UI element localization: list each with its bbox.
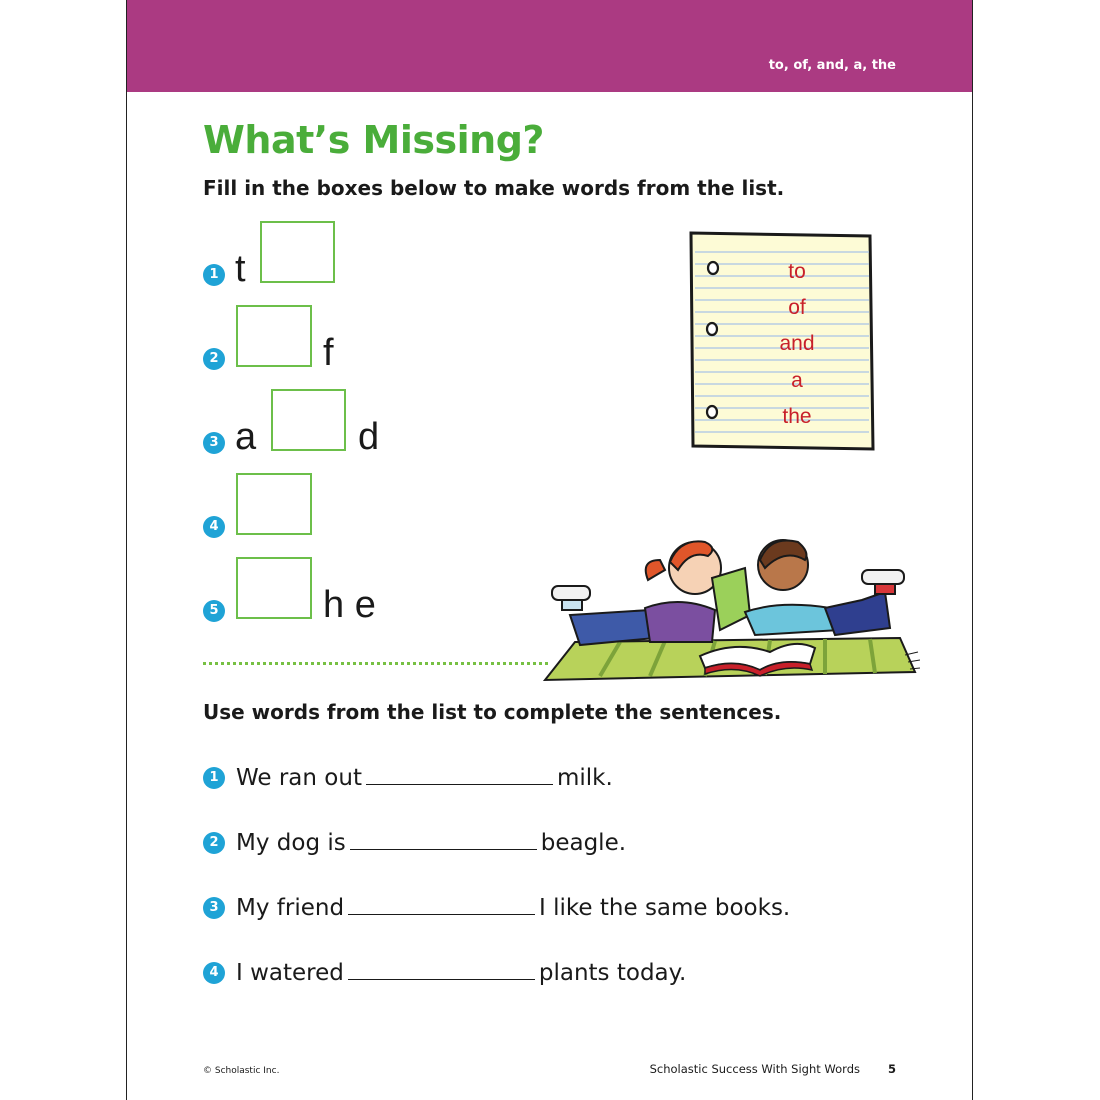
worksheet-page xyxy=(126,0,973,1100)
sentence-3-after: I like the same books. xyxy=(539,895,791,921)
item-1-letter-before: t xyxy=(235,248,246,290)
sentence-1-before: We ran out xyxy=(236,765,362,791)
sentence-4-before: I watered xyxy=(236,960,344,986)
sentence-4-after: plants today. xyxy=(538,960,687,986)
header-banner-fill xyxy=(127,0,972,92)
item-2-letter-after: f xyxy=(323,332,334,374)
item-4-answer-box[interactable] xyxy=(236,473,312,535)
footer-book-info xyxy=(650,1062,896,1076)
page-number: 5 xyxy=(887,1062,896,1076)
item-1-answer-box[interactable] xyxy=(260,221,335,283)
item-number-4: 4 xyxy=(203,516,225,538)
section-divider xyxy=(203,662,548,665)
kids-reading-illustration xyxy=(540,530,920,690)
sentence-2-after: beagle. xyxy=(540,830,627,856)
sentence-1 xyxy=(236,765,613,790)
sentence-number-1: 1 xyxy=(203,767,225,789)
item-number-1: 1 xyxy=(203,264,225,286)
page-title: What’s Missing? xyxy=(203,118,544,162)
sentence-2-blank[interactable] xyxy=(350,830,537,850)
item-2-answer-box[interactable] xyxy=(236,305,312,367)
sentence-number-4: 4 xyxy=(203,962,225,984)
word-list-item: of xyxy=(788,296,806,319)
sentence-4-blank[interactable] xyxy=(348,960,535,980)
sentence-1-after: milk. xyxy=(556,765,613,791)
item-number-2: 2 xyxy=(203,348,225,370)
copyright-notice: © Scholastic Inc. xyxy=(203,1066,280,1076)
item-5-answer-box[interactable] xyxy=(236,557,312,619)
sentence-3 xyxy=(236,895,790,920)
sentence-number-3: 3 xyxy=(203,897,225,919)
word-list-item: and xyxy=(779,332,815,355)
header-banner xyxy=(127,0,972,92)
word-list-item: to xyxy=(788,260,806,283)
word-list-item: the xyxy=(782,405,812,428)
sentence-3-before: My friend xyxy=(236,895,345,921)
sentence-1-blank[interactable] xyxy=(366,765,553,785)
word-list-item: a xyxy=(791,369,803,392)
item-number-5: 5 xyxy=(203,600,225,622)
sentence-2-before: My dog is xyxy=(236,830,346,856)
section1-instruction: Fill in the boxes below to make words from the list. xyxy=(203,176,785,200)
item-3-letter-before: a xyxy=(235,416,257,458)
sentence-3-blank[interactable] xyxy=(348,895,535,915)
sentence-number-2: 2 xyxy=(203,832,225,854)
sentence-2 xyxy=(236,830,626,855)
book-title: Scholastic Success With Sight Words xyxy=(649,1062,860,1076)
word-list-notepad xyxy=(689,230,875,452)
item-3-answer-box[interactable] xyxy=(271,389,346,451)
sentence-4 xyxy=(236,960,686,985)
header-topic: to, of, and, a, the xyxy=(768,58,896,73)
item-5-letter-after: h e xyxy=(323,584,376,626)
section2-instruction: Use words from the list to complete the sentences. xyxy=(203,700,782,724)
item-3-letter-after: d xyxy=(358,416,380,458)
item-number-3: 3 xyxy=(203,432,225,454)
